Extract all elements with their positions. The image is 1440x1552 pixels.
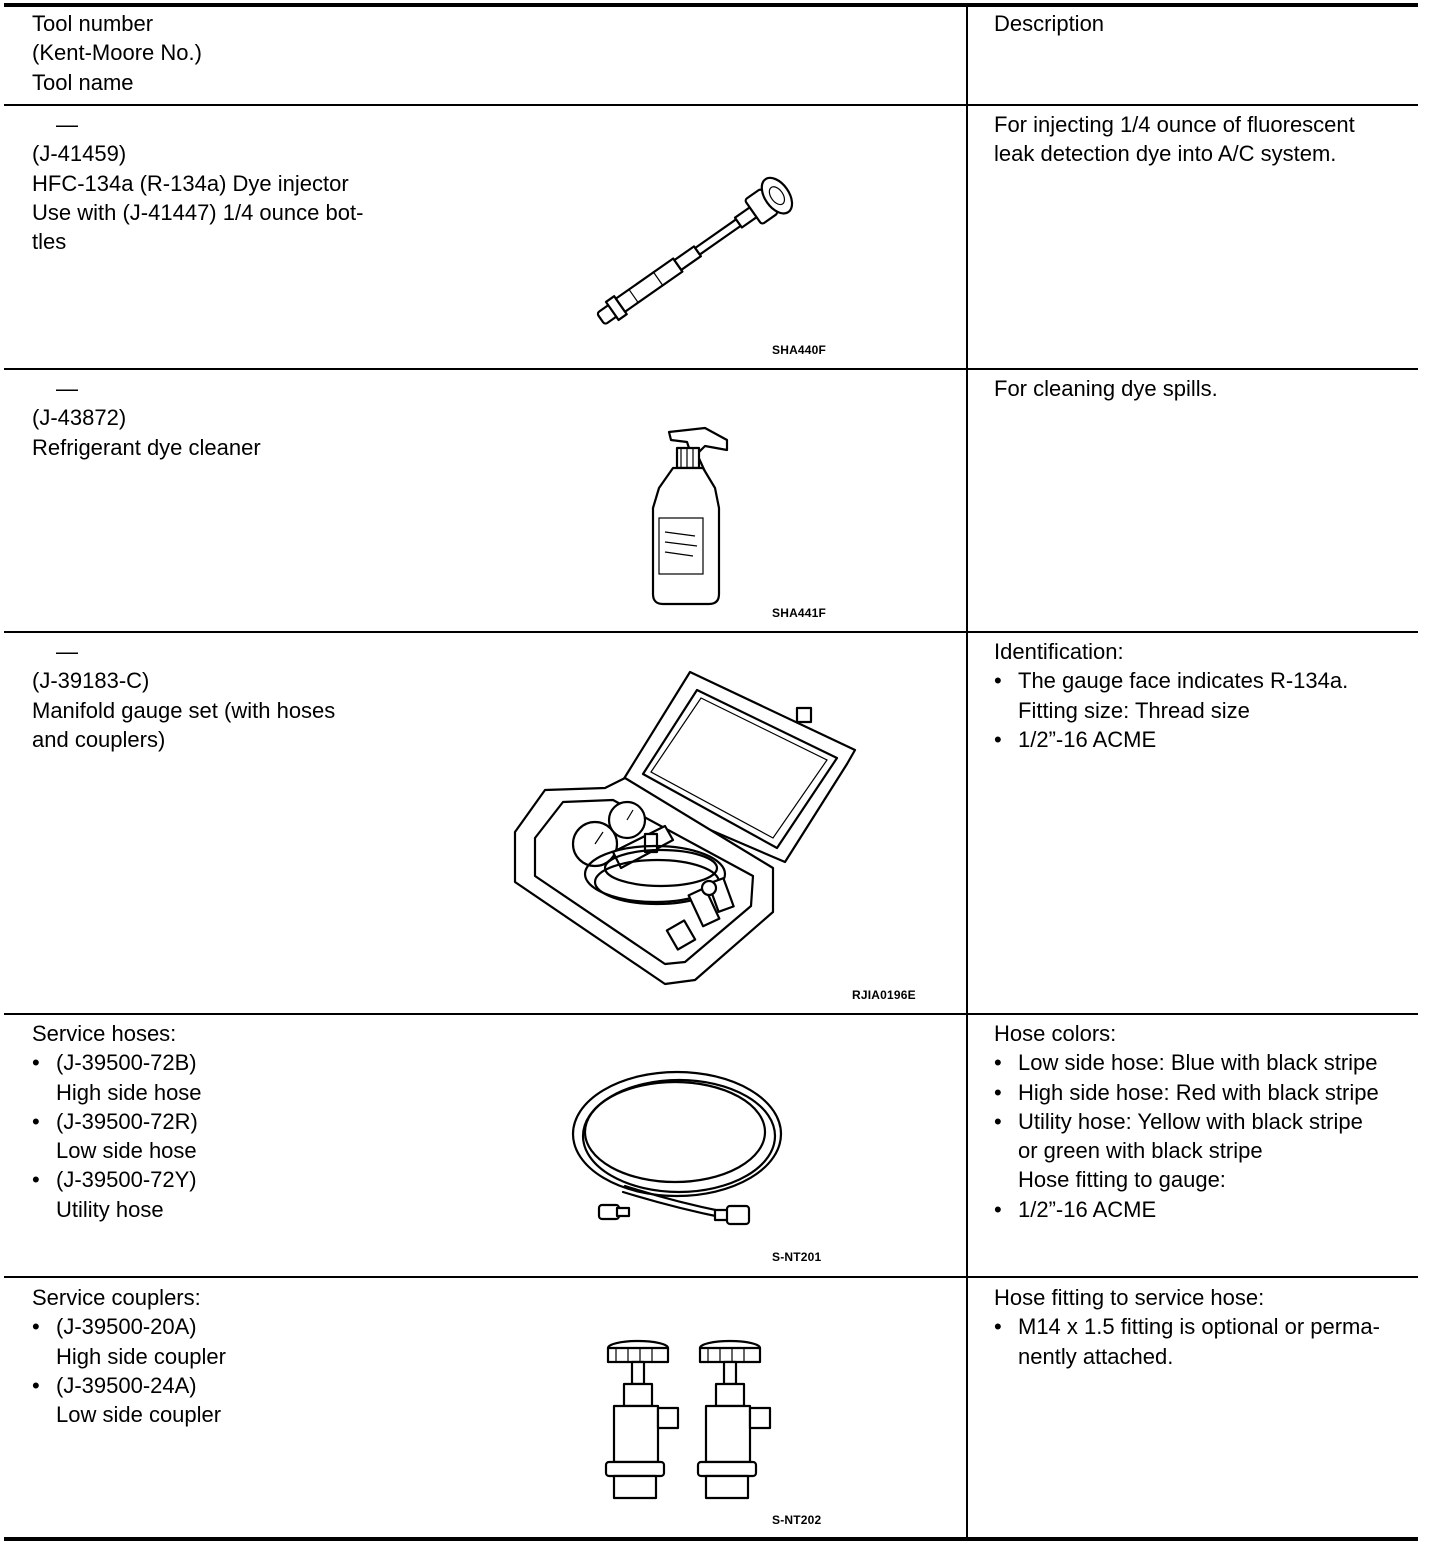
row-1-tool (32, 110, 363, 256)
description-bullet: • M14 x 1.5 fitting is optional or perma- (994, 1312, 1380, 1341)
service-hose-illustration (565, 1062, 795, 1242)
header-tool-number: Tool number (32, 11, 154, 36)
row-divider (4, 1013, 1418, 1015)
high-side-coupler (606, 1341, 678, 1498)
description-indent: nently attached. (1018, 1343, 1174, 1369)
manifold-gauge-set-case-illustration (505, 662, 865, 987)
row-2-tool (32, 374, 261, 462)
tool-heading: Service couplers: (32, 1285, 201, 1310)
dye-cleaner-bottle-illustration (635, 418, 745, 613)
description-bullet: • 1/2”-16 ACME (994, 725, 1348, 754)
tool-bullet: • (J-39500-20A) (32, 1312, 226, 1341)
dash: — (56, 376, 78, 401)
service-couplers-illustration (598, 1336, 788, 1506)
description-line: For cleaning dye spills. (994, 376, 1218, 401)
tool-bullet: • (J-39500-72R) (32, 1107, 202, 1136)
description-bullet: • The gauge face indicates R-134a. (994, 666, 1348, 695)
description-indent: Fitting size: Thread size (1018, 697, 1250, 723)
image-code: S-NT202 (772, 1513, 822, 1527)
description-indent: Hose fitting to gauge: (1018, 1167, 1226, 1193)
header-tool-name: Tool name (32, 69, 134, 95)
tool-name: HFC-134a (R-134a) Dye injector (32, 170, 349, 196)
row-3-tool (32, 637, 335, 754)
tool-note: Use with (J-41447) 1/4 ounce bot- (32, 199, 364, 225)
description-heading: Identification: (994, 639, 1124, 664)
row-divider (4, 1276, 1418, 1278)
header-description: Description (994, 11, 1105, 36)
table-top-rule (4, 3, 1418, 7)
header-kent-moore: (Kent-Moore No.) (32, 40, 202, 66)
tool-heading: Service hoses: (32, 1021, 177, 1046)
description-heading: Hose colors: (994, 1021, 1117, 1046)
tool-name: and couplers) (32, 726, 166, 752)
dash: — (56, 639, 78, 664)
row-5-description (994, 1283, 1380, 1371)
row-divider (4, 368, 1418, 370)
description-bullet: • Utility hose: Yellow with black stripe (994, 1107, 1379, 1136)
description-line: For injecting 1/4 ounce of fluorescent (994, 112, 1355, 137)
image-code: S-NT201 (772, 1250, 822, 1264)
tool-sub: Low side hose (56, 1138, 197, 1164)
row-2-description (994, 374, 1218, 403)
description-line: leak detection dye into A/C system. (994, 141, 1337, 167)
row-divider (4, 104, 1418, 106)
tool-sub: High side coupler (56, 1343, 226, 1369)
row-3-description (994, 637, 1348, 754)
description-bullet: • Low side hose: Blue with black stripe (994, 1048, 1379, 1077)
tool-name: Refrigerant dye cleaner (32, 434, 261, 460)
header-tool-column (32, 9, 202, 97)
tool-sub: Utility hose (56, 1196, 164, 1222)
image-code: RJIA0196E (852, 988, 916, 1002)
description-heading: Hose fitting to service hose: (994, 1285, 1265, 1310)
tool-number: (J-43872) (32, 405, 127, 431)
description-bullet: • 1/2”-16 ACME (994, 1195, 1379, 1224)
column-divider (966, 5, 968, 1539)
row-4-description (994, 1019, 1379, 1224)
tool-sub: Low side coupler (56, 1402, 222, 1428)
row-5-tool (32, 1283, 226, 1429)
tool-number: (J-41459) (32, 141, 127, 167)
tool-bullet: • (J-39500-72B) (32, 1048, 202, 1077)
tool-name: Manifold gauge set (with hoses (32, 697, 336, 723)
low-side-coupler (698, 1341, 770, 1498)
row-divider (4, 631, 1418, 633)
tool-bullet: • (J-39500-72Y) (32, 1165, 202, 1194)
tool-sub: High side hose (56, 1079, 202, 1105)
tool-number: (J-39183-C) (32, 668, 150, 694)
row-1-description (994, 110, 1355, 169)
dye-injector-illustration (570, 168, 820, 338)
dash: — (56, 112, 78, 137)
tool-note: tles (32, 229, 67, 255)
row-4-tool (32, 1019, 202, 1224)
description-bullet: • High side hose: Red with black stripe (994, 1078, 1379, 1107)
image-code: SHA440F (772, 343, 827, 357)
image-code: SHA441F (772, 606, 827, 620)
table-bottom-rule (4, 1537, 1418, 1541)
description-indent: or green with black stripe (1018, 1138, 1263, 1164)
tool-bullet: • (J-39500-24A) (32, 1371, 226, 1400)
